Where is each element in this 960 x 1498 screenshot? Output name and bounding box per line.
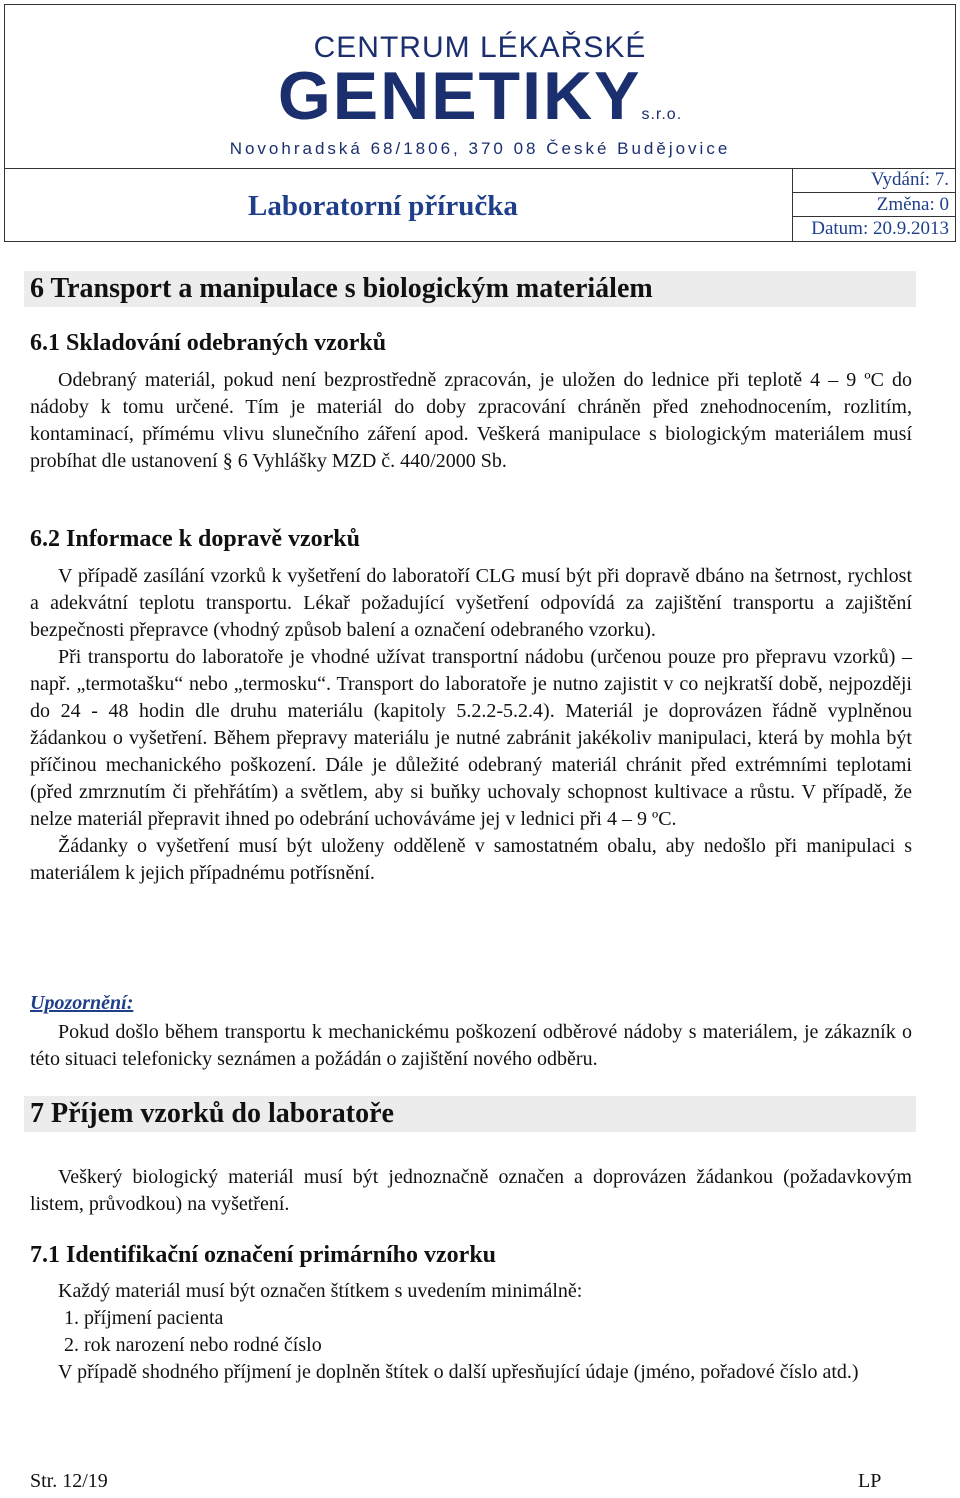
logo-main-text: GENETIKY (277, 58, 642, 134)
date: Datum: 20.9.2013 (793, 216, 955, 240)
edition: Vydání: 7. (870, 169, 949, 190)
section-7-1-heading: 7.1 Identifikační označení primárního vzorku (30, 1242, 497, 1268)
section-7-intro (30, 1164, 912, 1218)
section-6-2-heading: 6.2 Informace k dopravě vzorků (30, 526, 360, 552)
company-logo (5, 5, 955, 169)
warning-label: Upozornění: (30, 992, 134, 1014)
document-header (4, 4, 956, 242)
document-title: Laboratorní příručka (248, 190, 518, 222)
s62-paragraph-1: V případě zasílání vzorků k vyšetření do laboratoří CLG musí být při dopravě dbáno na šetrnost, rychlost a adekvátní teplotu transportu. Lékař požadující vyšetření odpovídá za zajištění transportu a zajištění bezpečnosti přepravce (vhodný způsob balení a označení odebraného vzorku). (30, 565, 912, 641)
section-6-2-text (30, 563, 912, 887)
section-6-1-heading: 6.1 Skladování odebraných vzorků (30, 330, 387, 356)
section-6-1-text (30, 367, 912, 475)
document-title-cell (5, 168, 793, 241)
s71-tail: V případě shodného příjmení je doplněn štítek o další upřesňující údaje (jméno, pořadové číslo atd.) (58, 1361, 859, 1383)
s7-intro-paragraph: Veškerý biologický materiál musí být jednoznačně označen a doprovázen žádankou (požadavkovým listem, průvodkou) na vyšetření. (30, 1166, 912, 1215)
s71-lead: Každý materiál musí být označen štítkem s uvedením minimálně: (58, 1280, 583, 1302)
s71-tail-block (30, 1359, 912, 1386)
logo-suffix: s.r.o. (641, 106, 683, 123)
logo-line2 (5, 57, 955, 135)
warning-text-block (30, 1019, 912, 1073)
section-7-heading: 7 Příjem vzorků do laboratoře (24, 1096, 916, 1132)
author-initials: LP (858, 1470, 882, 1492)
change: Změna: 0 (793, 192, 955, 216)
s62-paragraph-3: Žádanky o vyšetření musí být uloženy odděleně v samostatném obalu, aby nedošlo při manipulaci s materiálem k jejich případnému potřísnění. (30, 835, 912, 884)
warning-text: Pokud došlo během transportu k mechanickému poškození odběrové nádoby s materiálem, je zákazník o této situaci telefonicky seznámen a požádán o zajištění nového odběru. (30, 1021, 912, 1070)
list-item: 2. rok narození nebo rodné číslo (64, 1334, 322, 1356)
company-address: Novohradská 68/1806, 370 08 České Budějovice (229, 139, 731, 158)
document-meta (793, 168, 955, 241)
page-number: Str. 12/19 (30, 1470, 108, 1492)
section-6-heading: 6 Transport a manipulace s biologickým materiálem (24, 271, 916, 307)
list-item: 1. příjmení pacienta (64, 1307, 224, 1329)
s61-paragraph: Odebraný materiál, pokud není bezprostředně zpracován, je uložen do lednice při teplotě 4 – 9 ºC do nádoby k tomu určené. Tím je materiál do doby zpracování chráněn před znehodnocením, rozlitím, kontaminací, přímému vlivu slunečního záření apod. Veškerá manipulace s biologickým materiálem musí probíhat dle ustanovení § 6 Vyhlášky MZD č. 440/2000 Sb. (30, 369, 912, 472)
logo-line1: CENTRUM LÉKAŘSKÉ (313, 31, 647, 64)
s62-paragraph-2: Při transportu do laboratoře je vhodné užívat transportní nádobu (určenou pouze pro přepravu vzorků) – např. „termotašku“ nebo „termosku“. Transport do laboratoře je nutno zajistit v co nejkratší době, nejpozději do 24 - 48 hodin dle druhu materiálu (kapitoly 5.2.2-5.2.4). Materiál je doprovázen řádně vyplněnou žádankou o vyšetření. Během přepravy materiálu je nutné zabránit jakékoliv manipulaci, která by mohla být příčinou mechanického poškození. Dále je důležité odebraný materiál chránit před extrémními teplotami (před zmrznutím či přehřátím) a světlem, aby si buňky uchovaly schopnost kultivace a růstu. V případě, že nelze materiál přepravit ihned po odebrání uchováváme jej v lednici při 4 – 9 ºC. (30, 646, 912, 830)
